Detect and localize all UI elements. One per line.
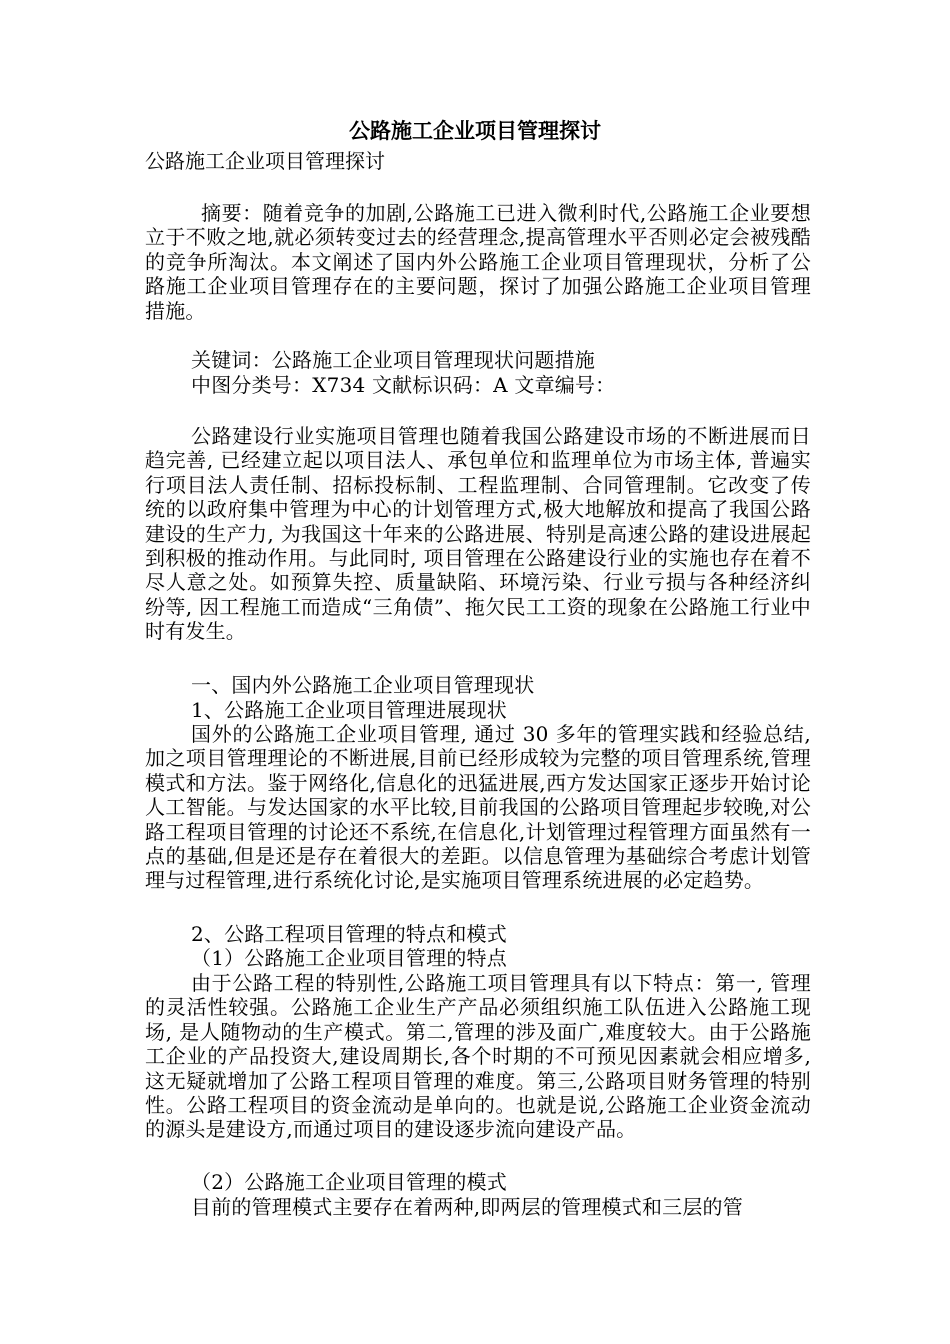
body-paragraph: 由于公路工程的特别性,公路施工项目管理具有以下特点：第一, 管理的灵活性较强。公路施工企业生产产品必须组织施工队伍进入公路施工现场, 是人随物动的生产模式。第二,管理的涉及面广,难度较大。由于公路施工企业的产品投资大,建设周期长,各个时期的不可预见因素就会相应增多,这无疑就增加了公路工程项目管理的难度。第三,公路项目财务管理的特别性。公路工程项目的资金流动是单向的。也就是说,公路施工企业资金流动的源头是建设方,而通过项目的建设逐步流向建设产品。 xyxy=(145,971,811,1142)
section-heading: 一、国内外公路施工企业项目管理现状 xyxy=(191,673,535,697)
body-paragraph: 目前的管理模式主要存在着两种,即两层的管理模式和三层的管 xyxy=(191,1195,743,1219)
keywords-line: 关键词：公路施工企业项目管理现状问题措施 xyxy=(191,348,595,372)
abstract-paragraph: 摘要：随着竞争的加剧,公路施工已进入微利时代,公路施工企业要想立于不败之地,就必须转变过去的经营理念,提高管理水平否则必定会被残酷的竞争所淘汰。本文阐述了国内外公路施工企业项目管理现状，分析了公路施工企业项目管理存在的主要问题，探讨了加强公路施工企业项目管理措施。 xyxy=(145,201,811,323)
intro-paragraph: 公路建设行业实施项目管理也随着我国公路建设市场的不断进展而日趋完善, 已经建立起以项目法人、承包单位和监理单位为市场主体, 普遍实行项目法人责任制、招标投标制、工程监理制、合同管理制。它改变了传统的以政府集中管理为中心的计划管理方式,极大地解放和提高了我国公路建设的生产力, 为我国这十年来的公路进展、特别是高速公路的建设进展起到积极的推动作用。与此同时, 项目管理在公路建设行业的实施也存在着不尽人意之处。如预算失控、质量缺陷、环境污染、行业亏损与各种经济纠纷等, 因工程施工而造成“三角债”、拖欠民工工资的现象在公路施工行业中时有发生。 xyxy=(145,424,811,644)
subsection-heading: 2、公路工程项目管理的特点和模式 xyxy=(191,922,507,946)
subsection-heading: 1、公路施工企业项目管理进展现状 xyxy=(191,698,507,722)
body-paragraph: 国外的公路施工企业项目管理, 通过 30 多年的管理实践和经验总结,加之项目管理理论的不断进展,目前已经形成较为完整的项目管理系统,管理模式和方法。鉴于网络化,信息化的迅猛进展,西方发达国家正逐步开始讨论人工智能。与发达国家的水平比较,目前我国的公路项目管理起步较晚,对公路工程项目管理的讨论还不系统,在信息化,计划管理过程管理方面虽然有一点的基础,但是还是存在着很大的差距。以信息管理为基础综合考虑计划管理与过程管理,进行系统化讨论,是实施项目管理系统进展的必定趋势。 xyxy=(145,722,811,893)
sub-heading: （2）公路施工企业项目管理的模式 xyxy=(191,1170,507,1194)
document-title: 公路施工企业项目管理探讨 xyxy=(349,119,601,143)
sub-heading: （1）公路施工企业项目管理的特点 xyxy=(191,946,507,970)
document-subtitle: 公路施工企业项目管理探讨 xyxy=(145,149,385,173)
classification-line: 中图分类号：X734 文献标识码：A 文章编号： xyxy=(191,373,616,397)
